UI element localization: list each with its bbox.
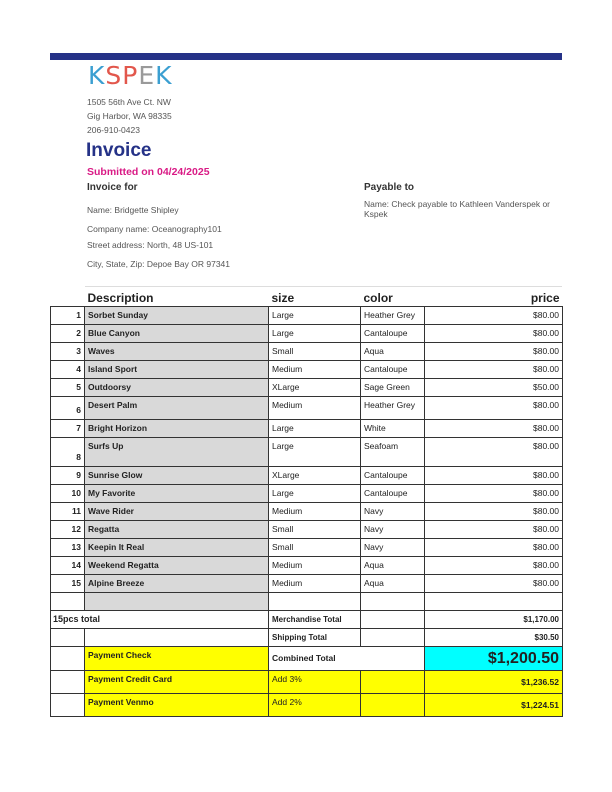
divider bbox=[85, 286, 562, 287]
row-price: $80.00 bbox=[425, 467, 563, 485]
table-row bbox=[51, 467, 563, 485]
kspek-logo bbox=[88, 60, 173, 90]
row-description: Wave Rider bbox=[85, 503, 269, 521]
row-size: XLarge bbox=[269, 467, 361, 485]
row-color: Aqua bbox=[361, 575, 425, 593]
row-size: XLarge bbox=[269, 379, 361, 397]
row-number: 9 bbox=[51, 467, 85, 485]
row-color: Seafoam bbox=[361, 438, 425, 467]
row-number: 15 bbox=[51, 575, 85, 593]
venmo-total-value: $1,224.51 bbox=[425, 694, 563, 717]
table-row bbox=[51, 343, 563, 361]
table-row bbox=[51, 575, 563, 593]
row-price: $80.00 bbox=[425, 343, 563, 361]
row-description: Surfs Up bbox=[85, 438, 269, 467]
row-price: $80.00 bbox=[425, 539, 563, 557]
credit-total-value: $1,236.52 bbox=[425, 671, 563, 694]
table-row bbox=[51, 420, 563, 438]
row-description: Blue Canyon bbox=[85, 325, 269, 343]
logo-letter: K bbox=[88, 60, 106, 90]
row-size: Large bbox=[269, 325, 361, 343]
row-color: White bbox=[361, 420, 425, 438]
row-color: Navy bbox=[361, 503, 425, 521]
table-row bbox=[51, 307, 563, 325]
row-price: $80.00 bbox=[425, 420, 563, 438]
row-number: 6 bbox=[51, 397, 85, 420]
row-description: Outdoorsy bbox=[85, 379, 269, 397]
header-color: color bbox=[361, 290, 425, 307]
empty-row bbox=[51, 593, 563, 611]
row-size: Large bbox=[269, 485, 361, 503]
shipping-total-value: $30.50 bbox=[425, 629, 563, 647]
row-description: Alpine Breeze bbox=[85, 575, 269, 593]
combined-total-label: Combined Total bbox=[269, 647, 425, 671]
row-color: Cantaloupe bbox=[361, 361, 425, 379]
row-size: Small bbox=[269, 521, 361, 539]
invoice-for-heading: Invoice for bbox=[87, 182, 138, 193]
row-size: Medium bbox=[269, 503, 361, 521]
client-company: Company name: Oceanography101 bbox=[87, 224, 222, 234]
row-color: Navy bbox=[361, 539, 425, 557]
row-price: $80.00 bbox=[425, 557, 563, 575]
credit-adjustment: Add 3% bbox=[269, 671, 361, 694]
row-description: Keepin It Real bbox=[85, 539, 269, 557]
payable-to-heading: Payable to bbox=[364, 182, 415, 193]
table-row bbox=[51, 325, 563, 343]
row-color: Sage Green bbox=[361, 379, 425, 397]
table-row bbox=[51, 503, 563, 521]
row-description: Desert Palm bbox=[85, 397, 269, 420]
sender-address-line2: Gig Harbor, WA 98335 bbox=[87, 111, 172, 121]
table-row bbox=[51, 379, 563, 397]
logo-letter: S bbox=[105, 60, 123, 90]
row-color: Cantaloupe bbox=[361, 325, 425, 343]
row-price: $80.00 bbox=[425, 307, 563, 325]
combined-row bbox=[51, 647, 563, 671]
row-price: $80.00 bbox=[425, 503, 563, 521]
row-price: $80.00 bbox=[425, 438, 563, 467]
table-row bbox=[51, 539, 563, 557]
table-row bbox=[51, 397, 563, 420]
payment-credit-label: Payment Credit Card bbox=[85, 671, 269, 694]
invoice-title: Invoice bbox=[86, 140, 152, 161]
pcs-total: 15pcs total bbox=[51, 611, 269, 629]
row-description: Sorbet Sunday bbox=[85, 307, 269, 325]
row-price: $80.00 bbox=[425, 325, 563, 343]
row-description: Sunrise Glow bbox=[85, 467, 269, 485]
merch-total-label: Merchandise Total bbox=[269, 611, 361, 629]
row-price: $80.00 bbox=[425, 397, 563, 420]
row-size: Medium bbox=[269, 361, 361, 379]
row-number: 8 bbox=[51, 438, 85, 467]
row-price: $80.00 bbox=[425, 521, 563, 539]
row-number: 12 bbox=[51, 521, 85, 539]
row-price: $50.00 bbox=[425, 379, 563, 397]
payment-check-label: Payment Check bbox=[85, 647, 269, 671]
row-price: $80.00 bbox=[425, 485, 563, 503]
row-color: Aqua bbox=[361, 343, 425, 361]
accent-bar bbox=[50, 53, 562, 60]
row-number: 13 bbox=[51, 539, 85, 557]
row-number: 10 bbox=[51, 485, 85, 503]
row-size: Medium bbox=[269, 575, 361, 593]
table-row bbox=[51, 438, 563, 467]
header-description: Description bbox=[85, 290, 269, 307]
row-description: Island Sport bbox=[85, 361, 269, 379]
table-row bbox=[51, 521, 563, 539]
row-description: Weekend Regatta bbox=[85, 557, 269, 575]
sender-address-line1: 1505 56th Ave Ct. NW bbox=[87, 97, 171, 107]
row-price: $80.00 bbox=[425, 361, 563, 379]
row-color: Aqua bbox=[361, 557, 425, 575]
submitted-date: Submitted on 04/24/2025 bbox=[87, 166, 210, 178]
row-number: 1 bbox=[51, 307, 85, 325]
payable-to-name: Name: Check payable to Kathleen Vanderspek or Kspek bbox=[364, 199, 551, 219]
client-name: Name: Bridgette Shipley bbox=[87, 205, 179, 215]
row-number: 11 bbox=[51, 503, 85, 521]
row-number: 5 bbox=[51, 379, 85, 397]
merch-total-row bbox=[51, 611, 563, 629]
table-row bbox=[51, 485, 563, 503]
logo-letter: K bbox=[155, 60, 173, 90]
row-description: My Favorite bbox=[85, 485, 269, 503]
venmo-adjustment: Add 2% bbox=[269, 694, 361, 717]
row-price: $80.00 bbox=[425, 575, 563, 593]
row-size: Small bbox=[269, 343, 361, 361]
row-size: Large bbox=[269, 420, 361, 438]
row-size: Small bbox=[269, 539, 361, 557]
row-color: Cantaloupe bbox=[361, 485, 425, 503]
table-row bbox=[51, 361, 563, 379]
row-color: Heather Grey bbox=[361, 397, 425, 420]
row-description: Bright Horizon bbox=[85, 420, 269, 438]
invoice-table bbox=[50, 290, 563, 717]
row-color: Heather Grey bbox=[361, 307, 425, 325]
header-size: size bbox=[269, 290, 361, 307]
shipping-row bbox=[51, 629, 563, 647]
merch-total-value: $1,170.00 bbox=[425, 611, 563, 629]
row-number: 7 bbox=[51, 420, 85, 438]
logo-letter: E bbox=[138, 60, 156, 90]
table-header bbox=[51, 290, 563, 307]
header-price: price bbox=[425, 290, 563, 307]
row-number: 3 bbox=[51, 343, 85, 361]
row-size: Medium bbox=[269, 557, 361, 575]
client-street: Street address: North, 48 US-101 bbox=[87, 240, 214, 250]
row-size: Large bbox=[269, 307, 361, 325]
row-number: 2 bbox=[51, 325, 85, 343]
table-row bbox=[51, 557, 563, 575]
row-color: Cantaloupe bbox=[361, 467, 425, 485]
client-city: City, State, Zip: Depoe Bay OR 97341 bbox=[87, 259, 230, 269]
row-size: Medium bbox=[269, 397, 361, 420]
payment-venmo-label: Payment Venmo bbox=[85, 694, 269, 717]
row-size: Large bbox=[269, 438, 361, 467]
shipping-total-label: Shipping Total bbox=[269, 629, 361, 647]
payment-venmo-row bbox=[51, 694, 563, 717]
row-number: 4 bbox=[51, 361, 85, 379]
row-description: Waves bbox=[85, 343, 269, 361]
payment-credit-row bbox=[51, 671, 563, 694]
logo-letter: P bbox=[122, 60, 139, 90]
row-description: Regatta bbox=[85, 521, 269, 539]
combined-total-value: $1,200.50 bbox=[425, 647, 563, 671]
row-color: Navy bbox=[361, 521, 425, 539]
sender-phone: 206-910-0423 bbox=[87, 125, 140, 135]
row-number: 14 bbox=[51, 557, 85, 575]
